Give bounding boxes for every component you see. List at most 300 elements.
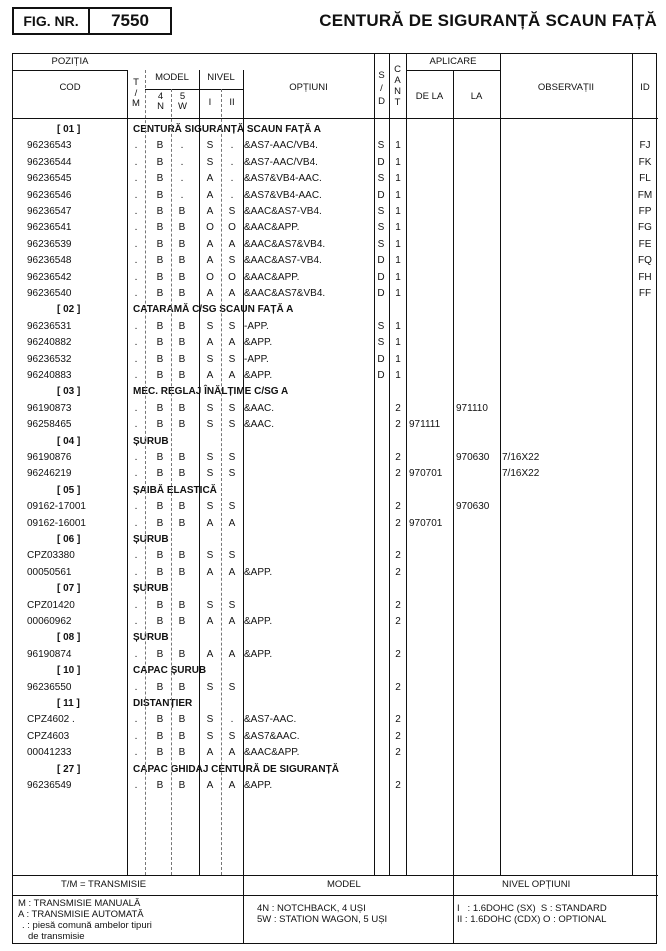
cell-cod: 00050561: [27, 566, 72, 578]
cell-cod: 96246219: [27, 468, 72, 480]
cell-cant: 1: [395, 206, 401, 217]
legend-tm-line: M : TRANSMISIE MANUALĂ: [18, 898, 141, 909]
cell-dela: 970701: [409, 517, 443, 529]
cell-cant: 1: [395, 222, 401, 234]
cell-sd: S: [377, 140, 385, 152]
cell-sd: S: [377, 173, 385, 185]
cell-n1: S: [206, 599, 214, 611]
section-name: ȘURUB: [133, 534, 169, 545]
header-nivel: NIVEL: [207, 72, 235, 83]
legend-tm-line: . : piesă comună ambelor tipuri: [22, 920, 152, 931]
cell-n2: S: [228, 501, 236, 513]
position-label: [ 07 ]: [57, 583, 81, 595]
table-row: [13, 647, 658, 663]
cell-m4n: B: [156, 419, 164, 431]
cell-opt: &AAC&AS7&VB4.: [244, 288, 326, 299]
cell-n1: A: [206, 566, 214, 578]
cell-m4n: B: [156, 566, 164, 578]
cell-opt: &AS7&VB4-AAC.: [244, 173, 322, 185]
cell-n2: A: [228, 648, 236, 660]
section-name: ȘURUB: [133, 435, 169, 447]
cell-tm: .: [134, 566, 138, 578]
cell-n2: O: [228, 222, 236, 234]
cell-cant: 2: [395, 747, 401, 759]
cell-tm: .: [134, 156, 138, 168]
cell-cod: 00060962: [27, 616, 72, 627]
cell-tm: .: [134, 599, 138, 611]
position-label: [ 11 ]: [57, 698, 80, 709]
section-row: [13, 302, 658, 318]
header-sd: S / D: [378, 70, 385, 107]
cell-tm: .: [134, 517, 138, 529]
cell-tm: .: [134, 255, 138, 267]
cell-cod: 96236545: [27, 173, 72, 185]
header-nivel-ii: II: [229, 97, 235, 108]
cell-m4n: B: [156, 501, 164, 513]
cell-cant: 2: [395, 468, 401, 480]
cell-n1: S: [206, 681, 214, 693]
cell-m5w: B: [178, 337, 186, 349]
section-row: [13, 122, 658, 138]
table-row: [13, 450, 658, 466]
table-row: [13, 778, 658, 794]
cell-n2: A: [228, 288, 236, 299]
cell-id: FJ: [639, 140, 651, 152]
cell-m5w: B: [178, 468, 186, 480]
cell-m5w: B: [178, 222, 186, 234]
cell-sd: S: [377, 206, 385, 217]
position-label: [ 06 ]: [57, 534, 81, 545]
cell-opt: &AAC&APP.: [244, 271, 300, 283]
cell-n2: .: [230, 714, 234, 726]
cell-m5w: B: [178, 402, 186, 414]
cell-m4n: B: [156, 714, 164, 726]
cell-cant: 2: [395, 780, 401, 791]
cell-tm: .: [134, 238, 138, 250]
cell-sd: D: [377, 156, 385, 168]
cell-tm: .: [134, 714, 138, 726]
header-observatii: OBSERVAȚII: [537, 82, 595, 93]
cell-tm: .: [134, 780, 138, 791]
cell-cod: 09162-17001: [27, 501, 86, 513]
cell-cant: 1: [395, 140, 401, 152]
cell-m5w: B: [178, 517, 186, 529]
cell-m4n: B: [156, 206, 164, 217]
cell-m5w: B: [178, 501, 186, 513]
cell-cod: 96236547: [27, 206, 72, 217]
header-id: ID: [640, 82, 650, 93]
cell-m4n: B: [156, 452, 164, 463]
cell-tm: .: [134, 353, 138, 365]
cell-cod: 96236542: [27, 271, 72, 283]
cell-tm: .: [134, 173, 138, 185]
table-row: [13, 335, 658, 351]
cell-n2: S: [228, 468, 236, 480]
cell-opt: &AAC&APP.: [244, 222, 300, 234]
cell-cod: 96236539: [27, 238, 72, 250]
cell-dela: 970701: [409, 468, 443, 480]
cell-n1: S: [206, 714, 214, 726]
cell-m4n: B: [156, 648, 164, 660]
cell-cod: 96236543: [27, 140, 72, 152]
cell-n1: A: [206, 173, 214, 185]
cell-opt: -APP.: [244, 353, 269, 365]
cell-tm: .: [134, 550, 138, 562]
cell-cod: CPZ03380: [27, 550, 75, 562]
legend-tm-line: A : TRANSMISIE AUTOMATĂ: [18, 909, 144, 920]
cell-opt: &AAC.: [244, 419, 275, 431]
cell-m4n: B: [156, 255, 164, 267]
cell-n1: S: [206, 402, 214, 414]
section-row: [13, 434, 658, 450]
table-row: [13, 220, 658, 236]
header-optiuni: OPȚIUNI: [289, 82, 328, 93]
header-la: LA: [470, 91, 483, 102]
cell-tm: .: [134, 402, 138, 414]
cell-m5w: B: [178, 550, 186, 562]
cell-tm: .: [134, 452, 138, 463]
cell-tm: .: [134, 189, 138, 201]
section-name: CAPAC ȘURUB: [133, 665, 207, 677]
table-row: [13, 253, 658, 269]
cell-cant: 1: [395, 189, 401, 201]
cell-m4n: B: [156, 468, 164, 480]
cell-id: FF: [638, 288, 652, 299]
cell-obs: 7/16X22: [502, 468, 540, 480]
cell-n1: S: [206, 419, 214, 431]
page-title: CENTURĂ DE SIGURANȚĂ SCAUN FAȚĂ: [319, 11, 657, 30]
cell-n2: A: [228, 238, 236, 250]
cell-m4n: B: [156, 402, 164, 414]
table-row: [13, 417, 658, 433]
cell-tm: .: [134, 271, 138, 283]
cell-opt: &AAC&APP.: [244, 747, 300, 759]
section-row: [13, 483, 658, 499]
cell-m4n: B: [156, 517, 164, 529]
cell-tm: .: [134, 370, 138, 381]
cell-n2: S: [228, 320, 236, 332]
cell-cod: 96240883: [27, 370, 72, 381]
cell-id: FM: [637, 189, 653, 201]
cell-cant: 2: [395, 452, 401, 463]
cell-n1: A: [206, 616, 214, 627]
cell-m4n: B: [156, 370, 164, 381]
cell-tm: .: [134, 648, 138, 660]
cell-dela: 971111: [409, 419, 441, 431]
position-label: [ 04 ]: [57, 435, 81, 447]
cell-cod: CPZ4603: [27, 730, 70, 742]
cell-la: 971110: [456, 402, 488, 414]
cell-cod: 96236546: [27, 189, 72, 201]
cell-cant: 2: [395, 550, 401, 562]
table-row: [13, 270, 658, 286]
cell-sd: S: [377, 238, 385, 250]
cell-n1: A: [206, 370, 214, 381]
position-label: [ 03 ]: [57, 386, 81, 398]
cell-cant: 1: [395, 370, 401, 381]
cell-n2: S: [228, 550, 236, 562]
position-label: [ 10 ]: [57, 665, 81, 677]
cell-tm: .: [134, 730, 138, 742]
table-row: [13, 286, 658, 302]
cell-cod: 96236548: [27, 255, 72, 267]
table-row: [13, 188, 658, 204]
cell-m4n: B: [156, 320, 164, 332]
legend-tm-title: T/M = TRANSMISIE: [61, 879, 147, 890]
cell-n2: .: [230, 189, 234, 201]
table-row: [13, 155, 658, 171]
cell-n1: S: [206, 452, 214, 463]
cell-m4n: B: [156, 599, 164, 611]
cell-m5w: B: [178, 353, 186, 365]
table-row: [13, 138, 658, 154]
cell-tm: .: [134, 747, 138, 759]
cell-cod: 96236531: [27, 320, 72, 332]
cell-opt: &AAC&AS7-VB4.: [244, 255, 322, 267]
cell-m4n: B: [156, 271, 164, 283]
cell-sd: D: [377, 271, 385, 283]
header-cant: C A N T: [394, 64, 401, 108]
table-row: [13, 729, 658, 745]
cell-m5w: B: [178, 206, 186, 217]
section-row: [13, 630, 658, 646]
cell-m5w: B: [178, 288, 186, 299]
cell-m5w: B: [178, 616, 186, 627]
cell-n1: A: [206, 337, 214, 349]
cell-tm: .: [134, 206, 138, 217]
cell-n2: A: [228, 747, 236, 759]
cell-id: FL: [639, 173, 651, 185]
cell-n2: S: [228, 419, 236, 431]
section-row: [13, 762, 658, 778]
cell-cod: CPZ01420: [27, 599, 75, 611]
cell-cod: 96240882: [27, 337, 72, 349]
cell-n2: A: [228, 566, 236, 578]
section-name: CAPAC GHIDAJ CENTURĂ DE SIGURANȚĂ: [133, 763, 339, 775]
cell-m5w: B: [178, 714, 186, 726]
table-row: [13, 237, 658, 253]
cell-sd: S: [377, 337, 385, 349]
cell-cant: 2: [395, 402, 401, 414]
cell-sd: D: [377, 288, 385, 299]
section-row: [13, 384, 658, 400]
section-name: ȘURUB: [133, 583, 169, 595]
cell-n2: A: [228, 517, 236, 529]
cell-cod: 96236540: [27, 288, 72, 299]
cell-cant: 2: [395, 714, 401, 726]
header-de-la: DE LA: [415, 91, 444, 102]
section-name: CENTURĂ SIGURANȚĂ SCAUN FAȚĂ A: [133, 124, 321, 135]
cell-id: FQ: [638, 255, 652, 267]
cell-m4n: B: [156, 681, 164, 693]
cell-m4n: B: [156, 189, 164, 201]
cell-cod: 96236550: [27, 681, 72, 693]
cell-n2: A: [228, 780, 236, 791]
cell-m5w: B: [178, 780, 186, 791]
cell-n2: S: [228, 730, 236, 742]
cell-cod: 96190873: [27, 402, 72, 414]
table-row: [13, 368, 658, 384]
table-row: [13, 401, 658, 417]
section-name: MEC. REGLAJ ÎNĂLȚIME C/SG A: [133, 386, 289, 398]
cell-n1: A: [206, 189, 214, 201]
cell-cant: 2: [395, 501, 401, 513]
cell-m4n: B: [156, 550, 164, 562]
cell-id: FP: [638, 206, 652, 217]
cell-n2: A: [228, 616, 236, 627]
cell-n1: S: [206, 468, 214, 480]
header-aplicare: APLICARE: [429, 56, 477, 67]
cell-tm: .: [134, 320, 138, 332]
legend-model-line: 5W : STATION WAGON, 5 UȘI: [257, 914, 388, 925]
cell-n1: A: [206, 648, 214, 660]
cell-sd: D: [377, 189, 385, 201]
cell-opt: &APP.: [244, 337, 273, 349]
cell-n1: A: [206, 780, 214, 791]
cell-opt: &AS7&AAC.: [244, 730, 300, 742]
cell-cant: 1: [395, 288, 401, 299]
cell-cod: 96236532: [27, 353, 72, 365]
cell-m5w: B: [178, 599, 186, 611]
cell-la: 970630: [456, 452, 490, 463]
cell-cod: 96258465: [27, 419, 72, 431]
section-name: ȘAIBĂ ELASTICĂ: [133, 484, 217, 496]
cell-m4n: B: [156, 156, 164, 168]
cell-sd: D: [377, 370, 385, 381]
cell-m5w: B: [178, 730, 186, 742]
legend-model-title: MODEL: [327, 879, 361, 890]
legend-nivel-title: NIVEL OPȚIUNI: [502, 879, 571, 890]
cell-cant: 2: [395, 419, 401, 431]
table-row: [13, 548, 658, 564]
table-row: [13, 466, 658, 482]
cell-cod: 00041233: [27, 747, 72, 759]
cell-sd: S: [377, 320, 385, 332]
cell-m5w: B: [178, 271, 186, 283]
cell-opt: &AS7-AAC/VB4.: [244, 156, 318, 168]
cell-tm: .: [134, 140, 138, 152]
cell-m4n: B: [156, 730, 164, 742]
cell-cant: 2: [395, 599, 401, 611]
cell-n1: A: [206, 238, 214, 250]
header-tm: T / M: [132, 77, 140, 109]
cell-m5w: B: [178, 238, 186, 250]
cell-tm: .: [134, 419, 138, 431]
cell-m5w: B: [178, 419, 186, 431]
cell-m4n: B: [156, 616, 164, 627]
cell-opt: &APP.: [244, 616, 273, 627]
cell-n2: S: [228, 353, 236, 365]
cell-opt: &APP.: [244, 566, 273, 578]
cell-tm: .: [134, 222, 138, 234]
cell-n1: S: [206, 156, 214, 168]
section-row: [13, 532, 658, 548]
cell-tm: .: [134, 681, 138, 693]
cell-opt: -APP.: [244, 320, 269, 332]
figure-number: 7550: [111, 11, 149, 30]
cell-cant: 1: [395, 337, 401, 349]
cell-tm: .: [134, 337, 138, 349]
cell-n1: S: [206, 353, 214, 365]
figure-label: FIG. NR.: [14, 9, 90, 33]
cell-cant: 2: [395, 616, 401, 627]
cell-tm: .: [134, 501, 138, 513]
cell-m5w: B: [178, 566, 186, 578]
table-row: [13, 499, 658, 515]
header-cod: COD: [59, 82, 81, 93]
cell-n1: S: [206, 730, 214, 742]
cell-m5w: B: [178, 648, 186, 660]
table-row: [13, 712, 658, 728]
cell-n1: S: [206, 140, 214, 152]
cell-cod: 96236541: [27, 222, 72, 234]
cell-obs: 7/16X22: [502, 452, 540, 463]
position-label: [ 08 ]: [57, 632, 81, 644]
cell-opt: &AAC&AS7-VB4.: [244, 206, 322, 217]
cell-sd: D: [377, 255, 385, 267]
cell-n2: .: [230, 140, 234, 152]
cell-m4n: B: [156, 747, 164, 759]
cell-m4n: B: [156, 288, 164, 299]
cell-n2: S: [228, 452, 236, 463]
cell-m4n: B: [156, 140, 164, 152]
cell-n1: A: [206, 288, 214, 299]
cell-n2: S: [228, 681, 236, 693]
cell-m5w: .: [180, 189, 184, 201]
legend-tm-line: de transmisie: [28, 931, 85, 942]
cell-n1: O: [206, 271, 214, 283]
table-row: [13, 352, 658, 368]
parts-table: [12, 53, 657, 944]
legend-nivel-line: I : 1.6DOHC (SX) S : STANDARD: [457, 903, 607, 914]
cell-id: FG: [638, 222, 652, 234]
cell-m5w: .: [180, 156, 184, 168]
section-name: DISTANȚIER: [133, 698, 193, 709]
section-row: [13, 581, 658, 597]
cell-cant: 1: [395, 320, 401, 332]
cell-tm: .: [134, 616, 138, 627]
cell-m5w: B: [178, 320, 186, 332]
cell-m5w: B: [178, 452, 186, 463]
cell-m5w: B: [178, 255, 186, 267]
cell-cod: 96236544: [27, 156, 72, 168]
cell-n2: S: [228, 255, 236, 267]
legend-model-line: 4N : NOTCHBACK, 4 UȘI: [257, 903, 366, 914]
cell-opt: &AS7-AAC.: [244, 714, 297, 726]
cell-m4n: B: [156, 238, 164, 250]
cell-cod: CPZ4602 .: [27, 714, 75, 726]
table-row: [13, 319, 658, 335]
cell-n2: S: [228, 206, 236, 217]
cell-opt: &AAC.: [244, 402, 275, 414]
cell-m5w: .: [180, 140, 184, 152]
cell-cant: 1: [395, 271, 401, 283]
cell-n1: A: [206, 747, 214, 759]
cell-cant: 1: [395, 156, 401, 168]
cell-cod: 09162-16001: [27, 517, 86, 529]
cell-cod: 96190874: [27, 648, 72, 660]
section-name: CATARAMĂ C/SG SCAUN FAȚĂ A: [133, 304, 294, 316]
table-row: [13, 598, 658, 614]
position-label: [ 02 ]: [57, 304, 81, 316]
header-pozitia: POZIȚIA: [51, 56, 89, 67]
table-row: [13, 680, 658, 696]
legend-nivel-line: II : 1.6DOHC (CDX) O : OPTIONAL: [457, 914, 607, 925]
cell-tm: .: [134, 288, 138, 299]
cell-cant: 2: [395, 517, 401, 529]
cell-n2: A: [228, 370, 236, 381]
cell-n1: A: [206, 517, 214, 529]
